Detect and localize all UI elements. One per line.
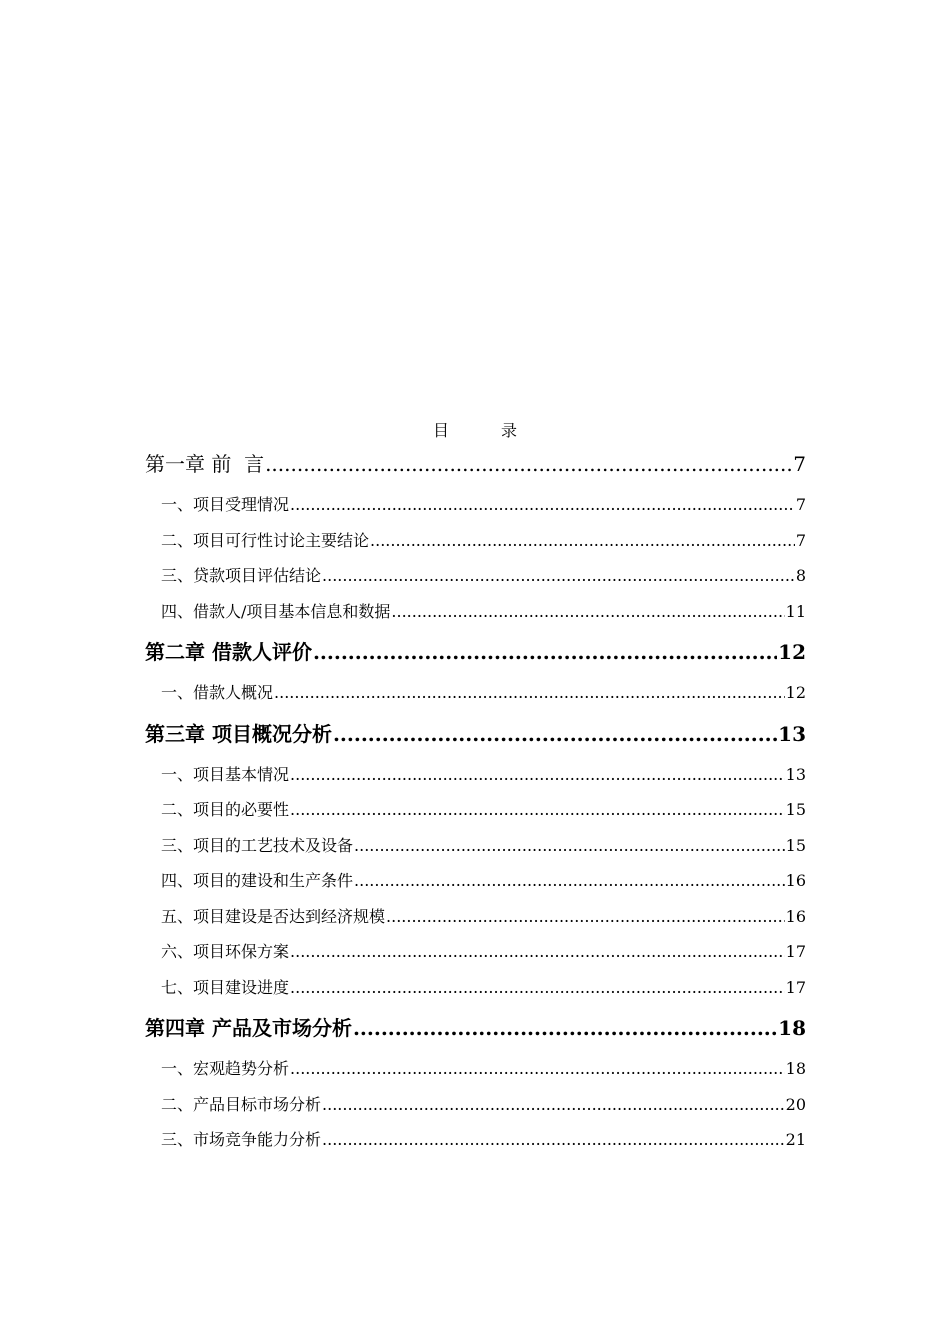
toc-entry-label: 二、项目的必要性: [161, 800, 290, 819]
toc-leader: [322, 1090, 785, 1120]
toc-section[interactable]: [145, 526, 806, 562]
toc-entry-label: 四、项目的建设和生产条件: [161, 871, 354, 890]
toc-section[interactable]: [145, 678, 806, 714]
toc-page-number: 7: [795, 495, 806, 514]
toc-section[interactable]: [145, 795, 806, 831]
toc-chapter-4[interactable]: [145, 1008, 806, 1054]
toc-section[interactable]: [145, 1125, 806, 1161]
toc-entry-label: 第二章 借款人评价: [145, 640, 312, 664]
toc-leader: [353, 1008, 777, 1048]
toc-page-number: 18: [778, 1016, 806, 1040]
toc-leader: [290, 490, 795, 520]
table-of-contents: [145, 444, 806, 1161]
toc-entry-label: 七、项目建设进度: [161, 977, 290, 997]
toc-entry-label: 六、项目环保方案: [161, 942, 290, 961]
toc-entry-label: 二、产品目标市场分析: [161, 1094, 322, 1114]
toc-leader: [391, 597, 784, 627]
toc-section[interactable]: [145, 937, 806, 973]
toc-entry-label: 三、市场竞争能力分析: [161, 1130, 322, 1149]
toc-section[interactable]: [145, 831, 806, 867]
toc-page-number: 17: [785, 977, 806, 997]
toc-entry-label: 一、宏观趋势分析: [161, 1059, 290, 1078]
toc-leader: [354, 831, 785, 861]
toc-section[interactable]: [145, 973, 806, 1009]
toc-page-number: 12: [778, 640, 806, 664]
toc-leader: [322, 561, 795, 591]
toc-page-number: 17: [785, 942, 806, 961]
toc-section[interactable]: [145, 866, 806, 902]
toc-page-number: 7: [793, 452, 806, 476]
toc-title: [0, 418, 950, 441]
toc-leader: [290, 760, 785, 790]
toc-entry-label: 第三章 项目概况分析: [145, 721, 332, 746]
toc-chapter-3[interactable]: [145, 714, 806, 760]
toc-leader: [290, 1054, 785, 1084]
toc-entry-label: 第四章 产品及市场分析: [145, 1016, 352, 1040]
toc-entry-label: 二、项目可行性讨论主要结论: [161, 530, 370, 550]
toc-section[interactable]: [145, 760, 806, 796]
toc-leader: [370, 526, 795, 556]
toc-section[interactable]: [145, 490, 806, 526]
toc-section[interactable]: [145, 597, 806, 633]
toc-leader: [290, 937, 785, 967]
toc-page-number: 20: [785, 1094, 806, 1114]
toc-page-number: 7: [795, 530, 806, 550]
toc-page-number: 13: [778, 721, 806, 746]
toc-page-number: 16: [785, 906, 806, 926]
toc-section[interactable]: [145, 902, 806, 938]
toc-entry-label: 五、项目建设是否达到经济规模: [161, 906, 386, 926]
toc-entry-label: 一、项目基本情况: [161, 764, 290, 784]
toc-entry-label: 四、借款人/项目基本信息和数据: [161, 601, 391, 621]
toc-leader: [386, 902, 785, 932]
toc-leader: [265, 444, 792, 484]
toc-page-number: 15: [785, 800, 806, 819]
toc-entry-label: 一、项目受理情况: [161, 495, 290, 514]
toc-entry-label: 三、贷款项目评估结论: [161, 566, 322, 585]
toc-page-number: 18: [785, 1059, 806, 1078]
toc-page-number: 21: [785, 1130, 806, 1149]
toc-section[interactable]: [145, 1054, 806, 1090]
toc-page-number: 13: [785, 764, 806, 784]
toc-title-right: 录: [501, 421, 518, 440]
toc-leader: [354, 866, 785, 896]
toc-leader: [313, 632, 777, 672]
toc-leader: [274, 678, 785, 708]
toc-page-number: 11: [785, 601, 806, 621]
toc-chapter-1[interactable]: [145, 444, 806, 490]
toc-leader: [333, 714, 777, 754]
toc-chapter-2[interactable]: [145, 632, 806, 678]
toc-page-number: 15: [785, 835, 806, 855]
toc-leader: [290, 795, 785, 825]
toc-page-number: 12: [785, 683, 806, 702]
toc-entry-label: 三、项目的工艺技术及设备: [161, 835, 354, 855]
toc-section[interactable]: [145, 1090, 806, 1126]
toc-leader: [290, 973, 785, 1003]
toc-title-left: 目: [432, 421, 449, 440]
toc-section[interactable]: [145, 561, 806, 597]
toc-leader: [322, 1125, 785, 1155]
toc-page-number: 16: [785, 871, 806, 890]
toc-entry-label: 第一章 前 言: [145, 452, 265, 476]
toc-page-number: 8: [795, 566, 806, 585]
toc-entry-label: 一、借款人概况: [161, 683, 274, 702]
